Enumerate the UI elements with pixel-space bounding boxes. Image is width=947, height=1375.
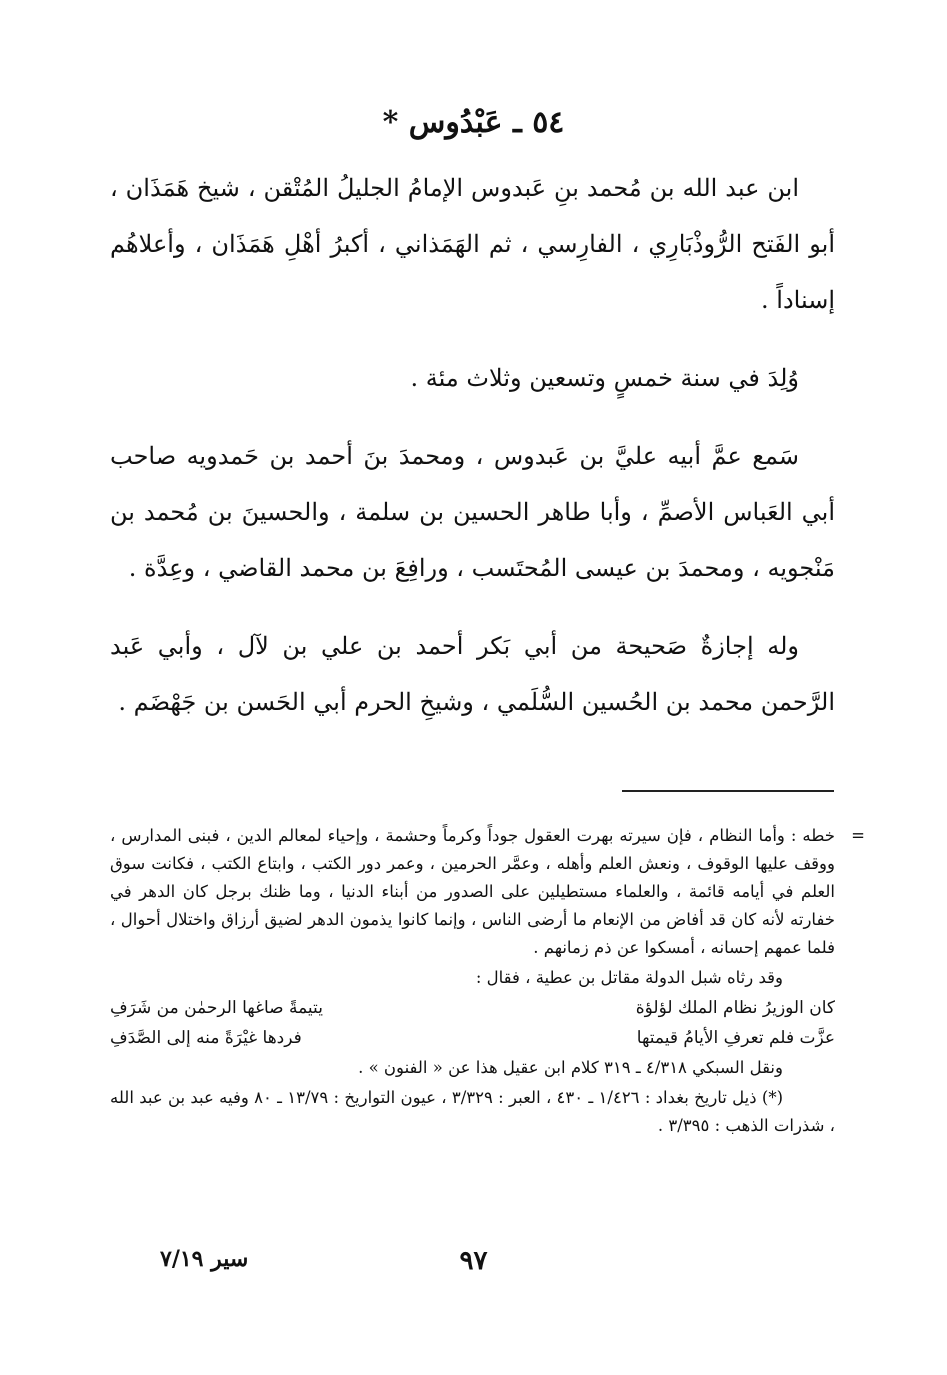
verse-hemistich-second: فردها غيْرَةً منه إلى الصَّدَفِ [110, 1028, 302, 1048]
page-number: ٩٧ [459, 1246, 488, 1276]
verse-hemistich-second: يتيمةً صاغها الرحمٰن من شَرَفِ [110, 998, 323, 1018]
continuation-mark: = [851, 826, 865, 845]
footnote-continuation [110, 822, 865, 962]
elegy-intro: وقد رثاه شبل الدولة مقاتل بن عطية ، فقال : [475, 968, 783, 987]
paragraph-ijaza: وله إجازةٌ صَحيحة من أبي بَكر أحمد بن علي بن لآل ، وأبي عَبد الرَّحمن محمد بن الحُسين السُّلَمي ، وشيخِ الحرم أبي الحَسن بن جَهْضَم . [110, 632, 835, 716]
footnote-separator [622, 790, 834, 792]
entry-title: ٥٤ ـ عَبْدُوس * [382, 105, 565, 140]
verse-line [110, 1024, 835, 1052]
paragraph-lineage: ابن عبد الله بن مُحمد بنِ عَبدوس الإمامُ الجليلُ المُتْقن ، شيخ هَمَذَان ، أبو الفَتح الرُّوذْبَارِي ، الفارِسي ، ثم الهَمَذاني ، أكبرُ أهْلِ هَمَذَان ، وأعلاهُم إسناداً . [110, 174, 835, 314]
verse-hemistich-first: عزَّت فلم تعرفِ الأيامُ قيمتها [636, 1028, 835, 1048]
main-text [110, 160, 835, 730]
sources-note: (*) ذيل تاريخ بغداد : ١/٤٢٦ ـ ٤٣٠ ، العبر : ٣/٣٢٩ ، عيون التواريخ : ١٣/٧٩ ـ ٨٠ وفيه عبد بن عبد الله ، شذرات الذهب : ٣/٣٩٥ . [110, 1088, 835, 1135]
paragraph-teachers: سَمع عمَّ أبيه عليَّ بن عَبدوس ، ومحمدَ بنَ أحمد بن حَمدويه صاحب أبي العَباس الأصمِّ ، وأبا طاهر الحسين بن سلمة ، والحسينَ بن مُحمد بن مَنْجويه ، ومحمدَ بن عيسى المُحتَسب ، ورافِعَ بن محمد القاضي ، وعِدَّة . [110, 442, 835, 582]
footnotes [110, 822, 865, 1140]
verse-line [110, 994, 835, 1022]
footnote-continuation-text: خطه : وأما النظام ، فإن سيرته بهرت العقول جوداً وكرماً وحشمة ، وإحياء لمعالم الدين ، فبنى المدارس ، ووقف عليها الوقوف ، ونعش العلم وأهله ، وعمَّر الحرمين ، وعمر دور الكتب ، وابتاع الكتب ، فكانت سوق العلم في أيامه قائمة ، والعلماء مستطيلين على الصدور من أبناء الدنيا ، وما ظنك برجل كان الدهر في خفارته لأنه كان قد أفاض من الإنعام ما أرضى الناس ، وإنما كانوا يذمون الدهر لضيق أرزاق واختلال أحوال ، فلما عمهم إحسانه ، أمسكوا عن ذم زمانهم . [110, 826, 835, 957]
paragraph-birth: وُلِدَ في سنة خمسٍ وتسعين وثلاث مئة . [410, 364, 799, 392]
signature-mark: سير ٧/١٩ [160, 1246, 249, 1272]
subki-note: ونقل السبكي ٤/٣١٨ ـ ٣١٩ كلام ابن عقيل هذا عن « الفنون » . [358, 1058, 783, 1077]
verse-hemistich-first: كان الوزيرُ نظام الملك لؤلؤة [635, 998, 835, 1018]
